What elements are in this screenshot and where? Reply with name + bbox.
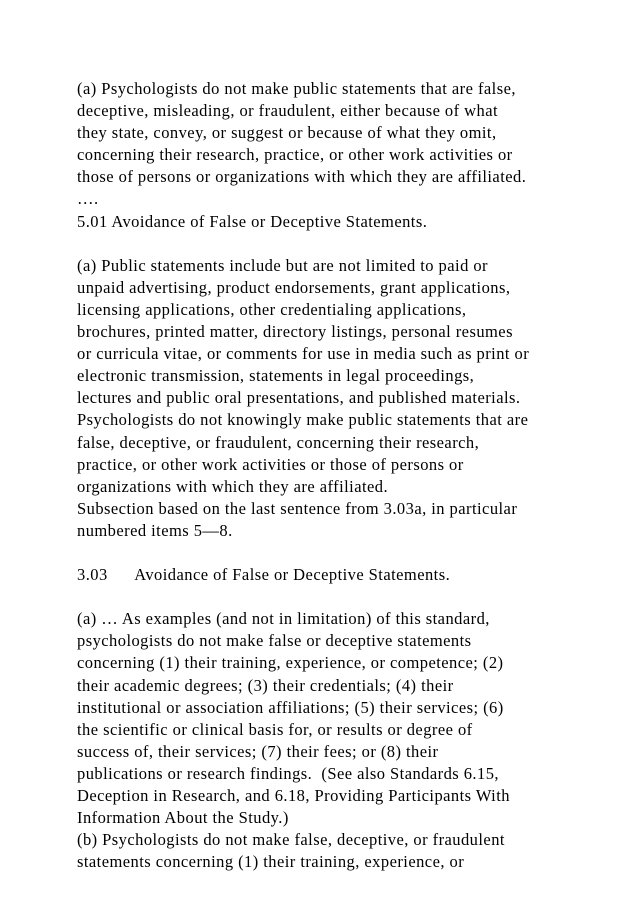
text-line: numbered items 5—8. <box>77 520 233 540</box>
text-line: Psychologists do not knowingly make public statements that are <box>77 410 529 430</box>
text-line: deceptive, misleading, or fraudulent, either because of what <box>77 101 499 121</box>
blank-line <box>77 586 617 608</box>
text-line: (b) Psychologists do not make false, deceptive, or fraudulent <box>77 830 505 850</box>
text-line: Subsection based on the last sentence from 3.03a, in particular <box>77 498 518 518</box>
text-line: practice, or other work activities or those of persons or <box>77 454 464 474</box>
text-line: (a) … As examples (and not in limitation) of this standard, <box>77 609 490 629</box>
text-line: (a) Psychologists do not make public statements that are false, <box>77 79 516 98</box>
blank-line <box>77 542 617 564</box>
text-line: concerning their research, practice, or other work activities or <box>77 145 513 165</box>
text-line: Information About the Study.) <box>77 808 289 828</box>
text-line: concerning (1) their training, experience, or competence; (2) <box>77 653 504 673</box>
document-body <box>77 78 617 873</box>
text-line: lectures and public oral presentations, and published materials. <box>77 388 521 408</box>
text-line: statements concerning (1) their training, experience, or <box>77 852 465 872</box>
text-line: their academic degrees; (3) their credentials; (4) their <box>77 675 454 695</box>
text-line: (a) Public statements include but are not limited to paid or <box>77 255 488 275</box>
text-line: they state, convey, or suggest or because of what they omit, <box>77 123 497 143</box>
text-line: false, deceptive, or fraudulent, concerning their research, <box>77 432 480 452</box>
blank-line <box>77 233 617 255</box>
ellipsis-line: …. <box>77 189 99 209</box>
text-line: licensing applications, other credentialing applications, <box>77 299 467 319</box>
text-line: publications or research findings. (See also Standards 6.15, <box>77 763 499 783</box>
text-line: institutional or association affiliations; (5) their services; (6) <box>77 697 504 717</box>
section-heading-5-01: 5.01 Avoidance of False or Deceptive Statements. <box>77 211 428 231</box>
text-line: unpaid advertising, product endorsements, grant applications, <box>77 277 511 297</box>
text-line: psychologists do not make false or deceptive statements <box>77 631 472 651</box>
text-line: brochures, printed matter, directory listings, personal resumes <box>77 322 513 342</box>
text-line: electronic transmission, statements in legal proceedings, <box>77 366 475 386</box>
text-line: success of, their services; (7) their fees; or (8) their <box>77 741 439 761</box>
text-line: those of persons or organizations with which they are affiliated. <box>77 167 527 187</box>
text-line: Deception in Research, and 6.18, Providing Participants With <box>77 786 510 805</box>
section-heading-3-03: 3.03 Avoidance of False or Deceptive Statements. <box>77 565 451 585</box>
text-line: the scientific or clinical basis for, or results or degree of <box>77 719 473 739</box>
text-line: or curricula vitae, or comments for use in media such as print or <box>77 344 530 364</box>
text-line: organizations with which they are affiliated. <box>77 476 389 496</box>
